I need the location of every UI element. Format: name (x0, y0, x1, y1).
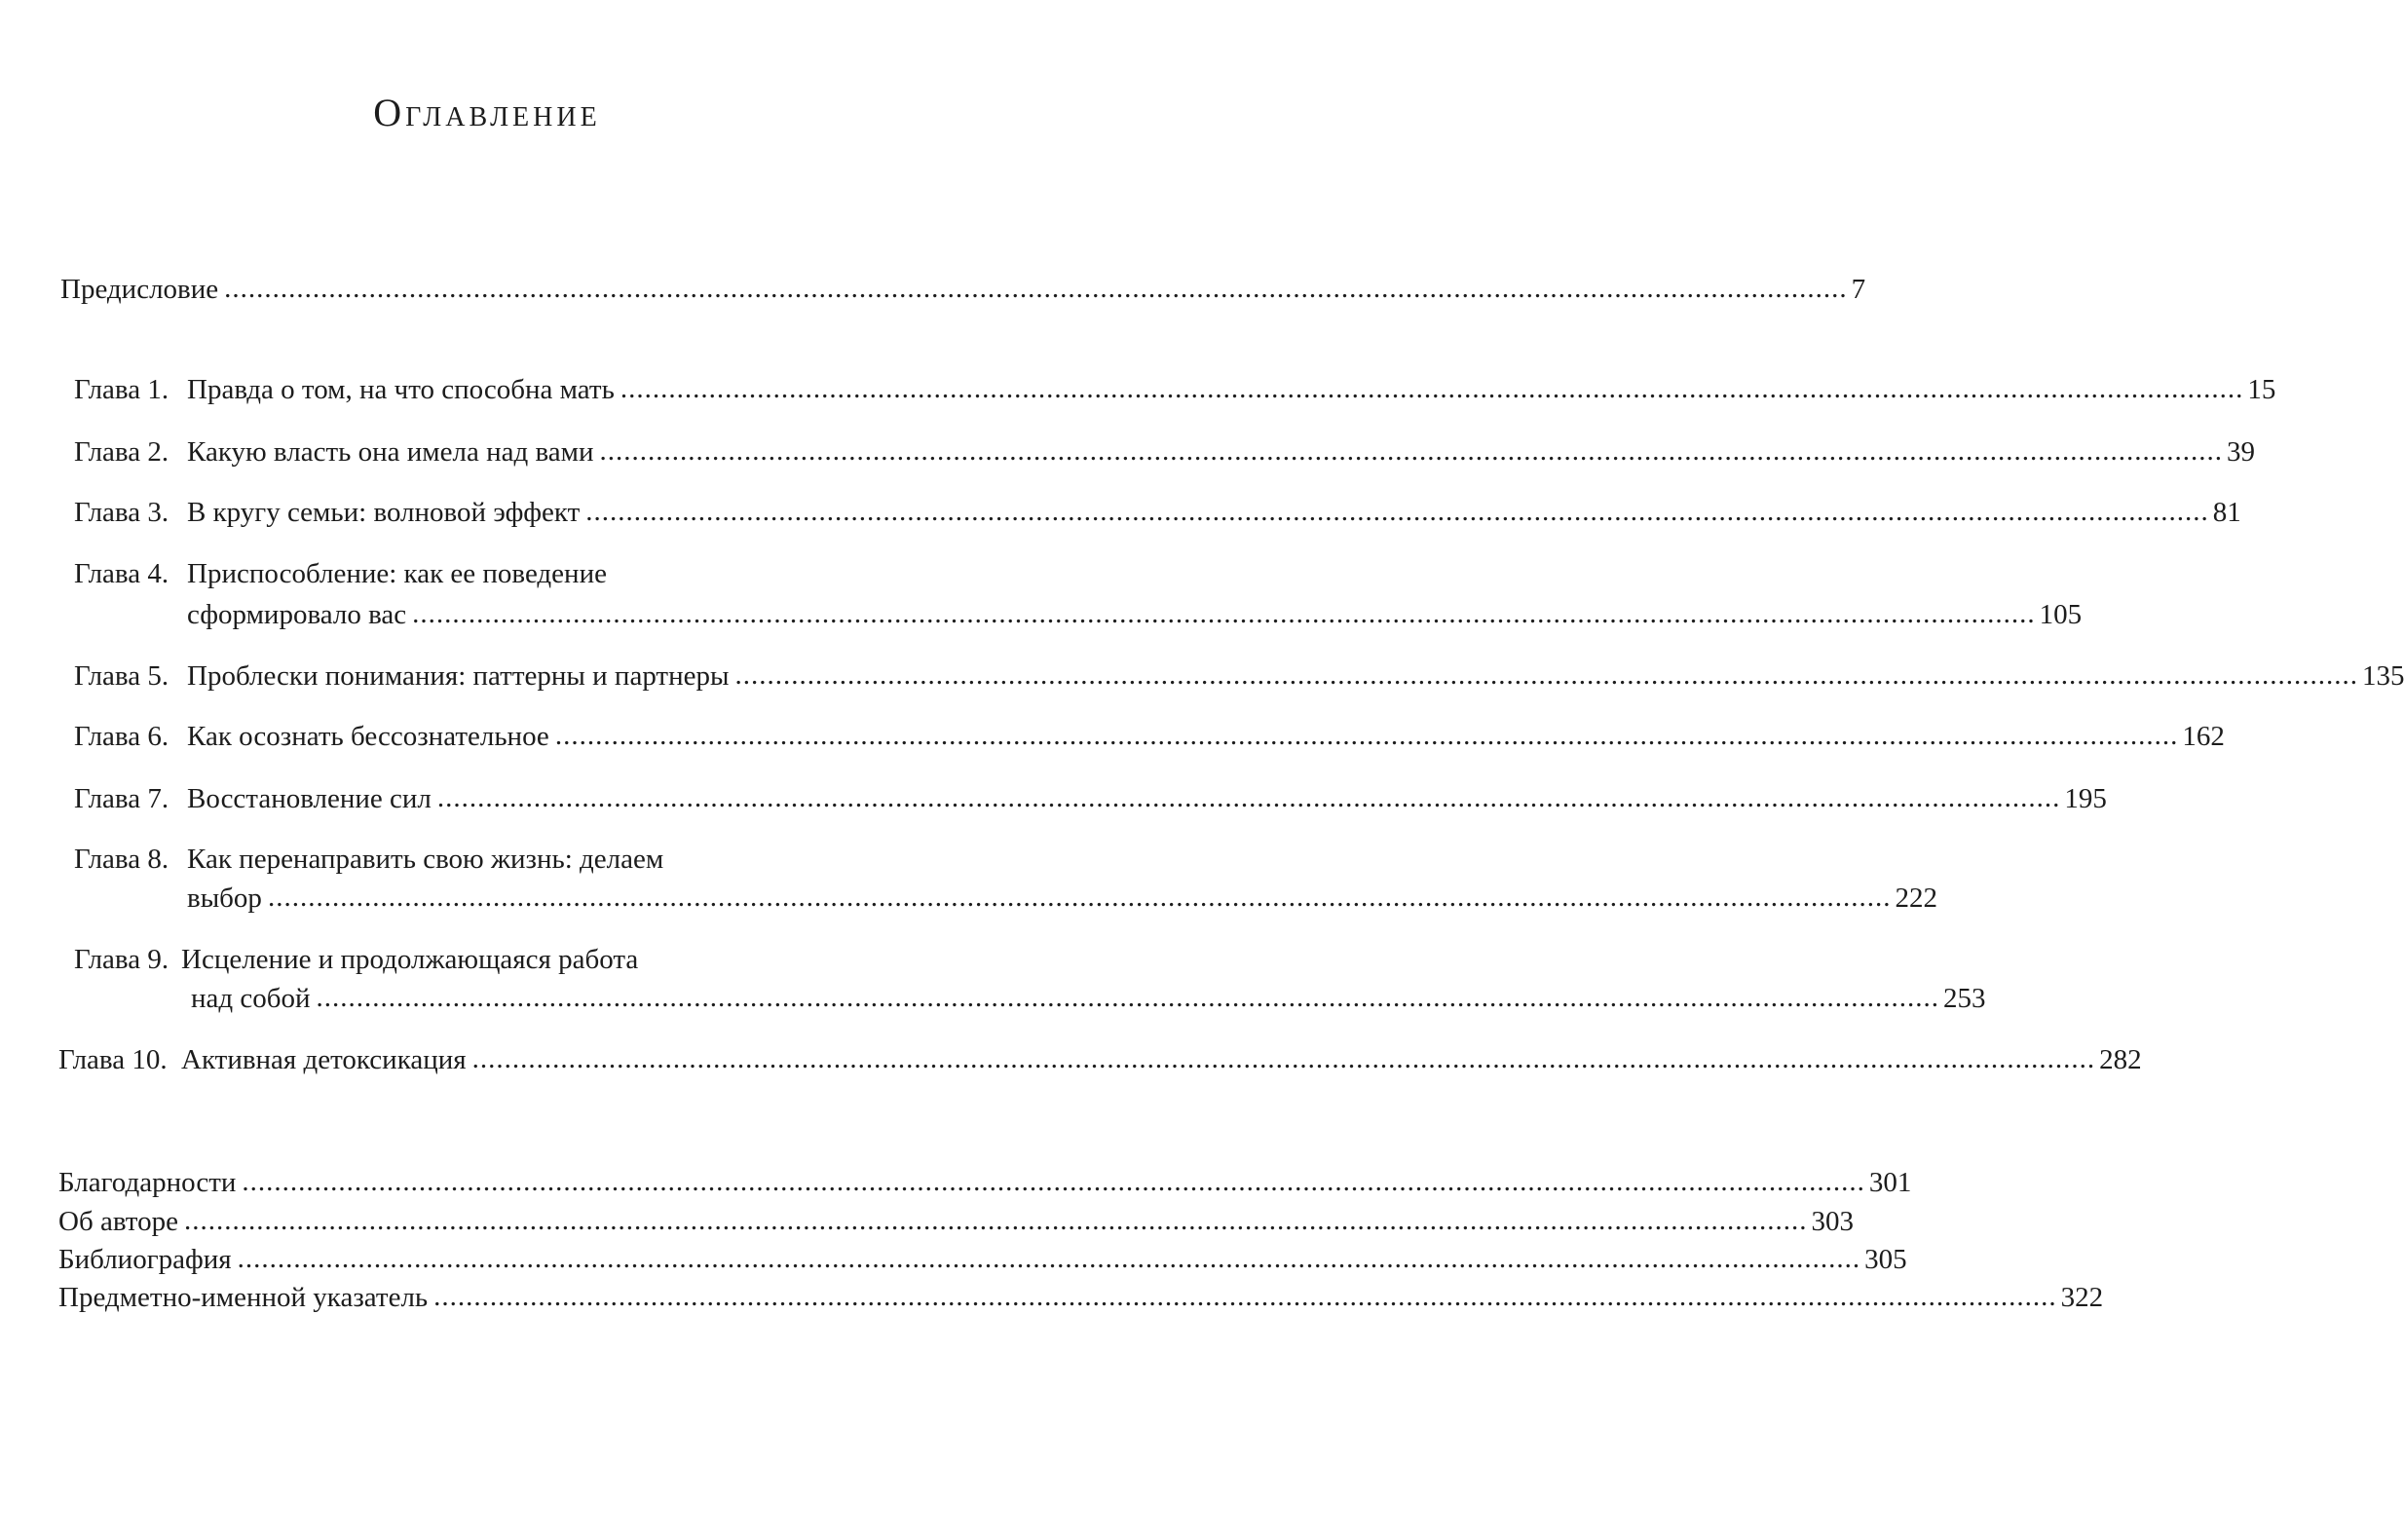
toc-page-number: 282 (2099, 1044, 2142, 1075)
toc-page-number: 322 (2060, 1282, 2104, 1313)
chapter-label: Глава 7. (74, 783, 169, 814)
chapter-title: сформировало вас (187, 599, 407, 630)
chapter-title: Правда о том, на что способна мать (187, 374, 615, 405)
chapter-label: Глава 9. (74, 944, 169, 975)
dot-leader (238, 1240, 1861, 1277)
toc-entry-chapter-7[interactable] (74, 780, 2107, 817)
toc-page-number: 15 (2247, 374, 2276, 405)
chapter-title: В кругу семьи: волновой эффект (187, 497, 581, 528)
chapter-title: Как осознать бессознательное (187, 721, 549, 752)
chapter-label: Глава 1. (74, 374, 169, 405)
toc-entry-text: Благодарности (58, 1167, 237, 1198)
toc-page-number: 39 (2227, 436, 2256, 468)
dot-leader (734, 657, 2358, 694)
toc-entry-index[interactable] (58, 1279, 2104, 1316)
toc-page-number: 253 (1943, 983, 1986, 1014)
toc-entry-text: Предисловие (60, 274, 219, 305)
dot-leader (585, 493, 2209, 530)
toc-page-number: 135 (2361, 660, 2404, 692)
toc-entry-chapter-4[interactable] (74, 555, 2083, 633)
toc-entry-text: Библиография (58, 1244, 232, 1275)
toc-entry-text: Об авторе (58, 1206, 178, 1237)
chapter-label: Глава 2. (74, 436, 169, 468)
toc-entry-about-author[interactable] (58, 1203, 1854, 1240)
dot-leader (224, 270, 1848, 307)
dot-leader (412, 595, 2036, 632)
toc-entry-chapter-2[interactable] (74, 433, 2256, 470)
dot-leader (317, 979, 1940, 1016)
toc-page-number: 81 (2212, 497, 2241, 528)
dot-leader (242, 1163, 1865, 1200)
chapter-title: над собой (191, 983, 311, 1014)
toc-entry-chapter-5[interactable] (74, 657, 2404, 695)
toc-page-number: 162 (2182, 721, 2225, 752)
toc-entry-chapter-6[interactable] (74, 718, 2225, 755)
chapter-title-line: Приспособление: как ее поведение (187, 558, 607, 589)
toc-entry-text: Предметно-именной указатель (58, 1282, 429, 1313)
chapter-label: Глава 6. (74, 721, 169, 752)
dot-leader (268, 879, 1892, 916)
toc-entry-chapter-1[interactable] (74, 371, 2276, 408)
chapter-title: Активная детоксикация (181, 1044, 467, 1075)
dot-leader (472, 1040, 2096, 1077)
toc-entry-chapter-10[interactable] (58, 1041, 2142, 1078)
dot-leader (620, 370, 2244, 407)
toc-entry-bibliography[interactable] (58, 1241, 1907, 1278)
toc-entry-chapter-3[interactable] (74, 494, 2241, 531)
toc-page-number: 7 (1851, 274, 1866, 305)
chapter-title-line: Как перенаправить свою жизнь: делаем (187, 844, 664, 875)
chapter-label: Глава 3. (74, 497, 169, 528)
chapter-label: Глава 10. (58, 1044, 168, 1075)
dot-leader (437, 779, 2061, 816)
chapter-label: Глава 8. (74, 844, 169, 875)
dot-leader (433, 1278, 2057, 1315)
dot-leader (600, 432, 2224, 470)
chapter-label: Глава 5. (74, 660, 169, 692)
toc-entry-preface[interactable] (60, 271, 1866, 308)
chapter-title: выбор (187, 883, 262, 914)
chapter-title: Восстановление сил (187, 783, 432, 814)
page-title: Оглавление (373, 91, 601, 134)
chapter-label: Глава 4. (74, 558, 169, 589)
toc-page-number: 303 (1811, 1206, 1854, 1237)
dot-leader (184, 1202, 1808, 1239)
chapter-title: Какую власть она имела над вами (187, 436, 594, 468)
toc-page-number: 105 (2039, 599, 2083, 630)
toc-entry-acknowledgements[interactable] (58, 1164, 1912, 1201)
toc-entry-chapter-9[interactable] (74, 941, 1986, 1017)
toc-entry-chapter-8[interactable] (74, 841, 1937, 917)
toc-page-number: 222 (1895, 883, 1937, 914)
toc-page-number: 195 (2064, 783, 2107, 814)
dot-leader (555, 717, 2179, 754)
chapter-title-line: Исцеление и продолжающаяся работа (181, 944, 639, 975)
toc-page-number: 301 (1868, 1167, 1912, 1198)
toc-page-number: 305 (1864, 1244, 1907, 1275)
chapter-title: Проблески понимания: паттерны и партнеры (187, 660, 730, 692)
